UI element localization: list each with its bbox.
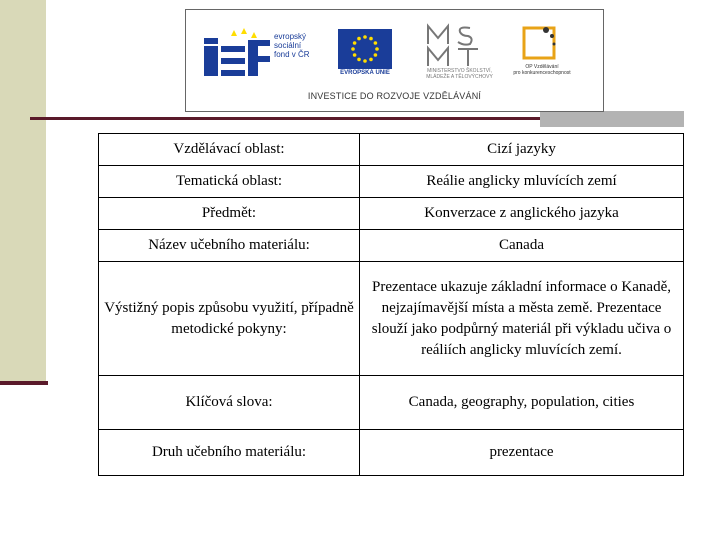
msmt-label-line1: MINISTERSTVO ŠKOLSTVÍ, <box>427 68 492 74</box>
table-row <box>99 262 684 376</box>
msmt-logo-icon <box>418 22 498 72</box>
op-logo-icon <box>516 22 561 64</box>
table-row <box>99 376 684 430</box>
row-value: Prezentace ukazuje základní informace o Kanadě, nejzajímavější místa a města země. Prezentace slouží jako podpůrný materiál při výkladu učiva o reáliích anglicky mluvících zemí. <box>360 262 684 376</box>
row-value: Konverzace z anglického jazyka <box>360 198 684 230</box>
row-value: Canada, geography, population, cities <box>360 376 684 430</box>
row-label: Tematická oblast: <box>99 166 360 198</box>
op-label <box>502 64 582 76</box>
table-row <box>99 430 684 476</box>
row-value: Canada <box>360 230 684 262</box>
esf-text-line1: evropský <box>274 32 307 41</box>
row-label: Název učebního materiálu: <box>99 230 360 262</box>
op-label-line1: OP Vzdělávání <box>525 64 559 70</box>
left-decor-line <box>0 381 48 385</box>
table-row <box>99 230 684 262</box>
row-value: Reálie anglicky mluvících zemí <box>360 166 684 198</box>
row-value: Cizí jazyky <box>360 134 684 166</box>
table-row <box>99 198 684 230</box>
left-decor-bar <box>0 0 46 385</box>
row-label: Vzdělávací oblast: <box>99 134 360 166</box>
row-value: prezentace <box>360 430 684 476</box>
op-label-line2: pro konkurenceschopnost <box>513 70 571 76</box>
msmt-label-line2: MLÁDEŽE A TĚLOVÝCHOVY <box>426 74 493 80</box>
msmt-label <box>412 68 507 80</box>
row-label: Výstižný popis způsobu využití, případně metodické pokyny: <box>99 262 360 376</box>
row-label: Předmět: <box>99 198 360 230</box>
header-gray-block <box>540 111 684 127</box>
funding-banner <box>185 9 604 112</box>
material-info-table <box>98 133 684 476</box>
row-label: Klíčová slova: <box>99 376 360 430</box>
table-row <box>99 134 684 166</box>
row-label: Druh učebního materiálu: <box>99 430 360 476</box>
esf-text-line2: sociální <box>274 41 302 50</box>
table-row <box>99 166 684 198</box>
banner-caption: INVESTICE DO ROZVOJE VZDĚLÁVÁNÍ <box>307 91 482 101</box>
esf-text-line3: fond v ČR <box>274 50 310 59</box>
eu-label: EVROPSKÁ UNIE <box>340 70 390 76</box>
esf-text <box>274 32 310 59</box>
header-divider <box>30 117 540 120</box>
